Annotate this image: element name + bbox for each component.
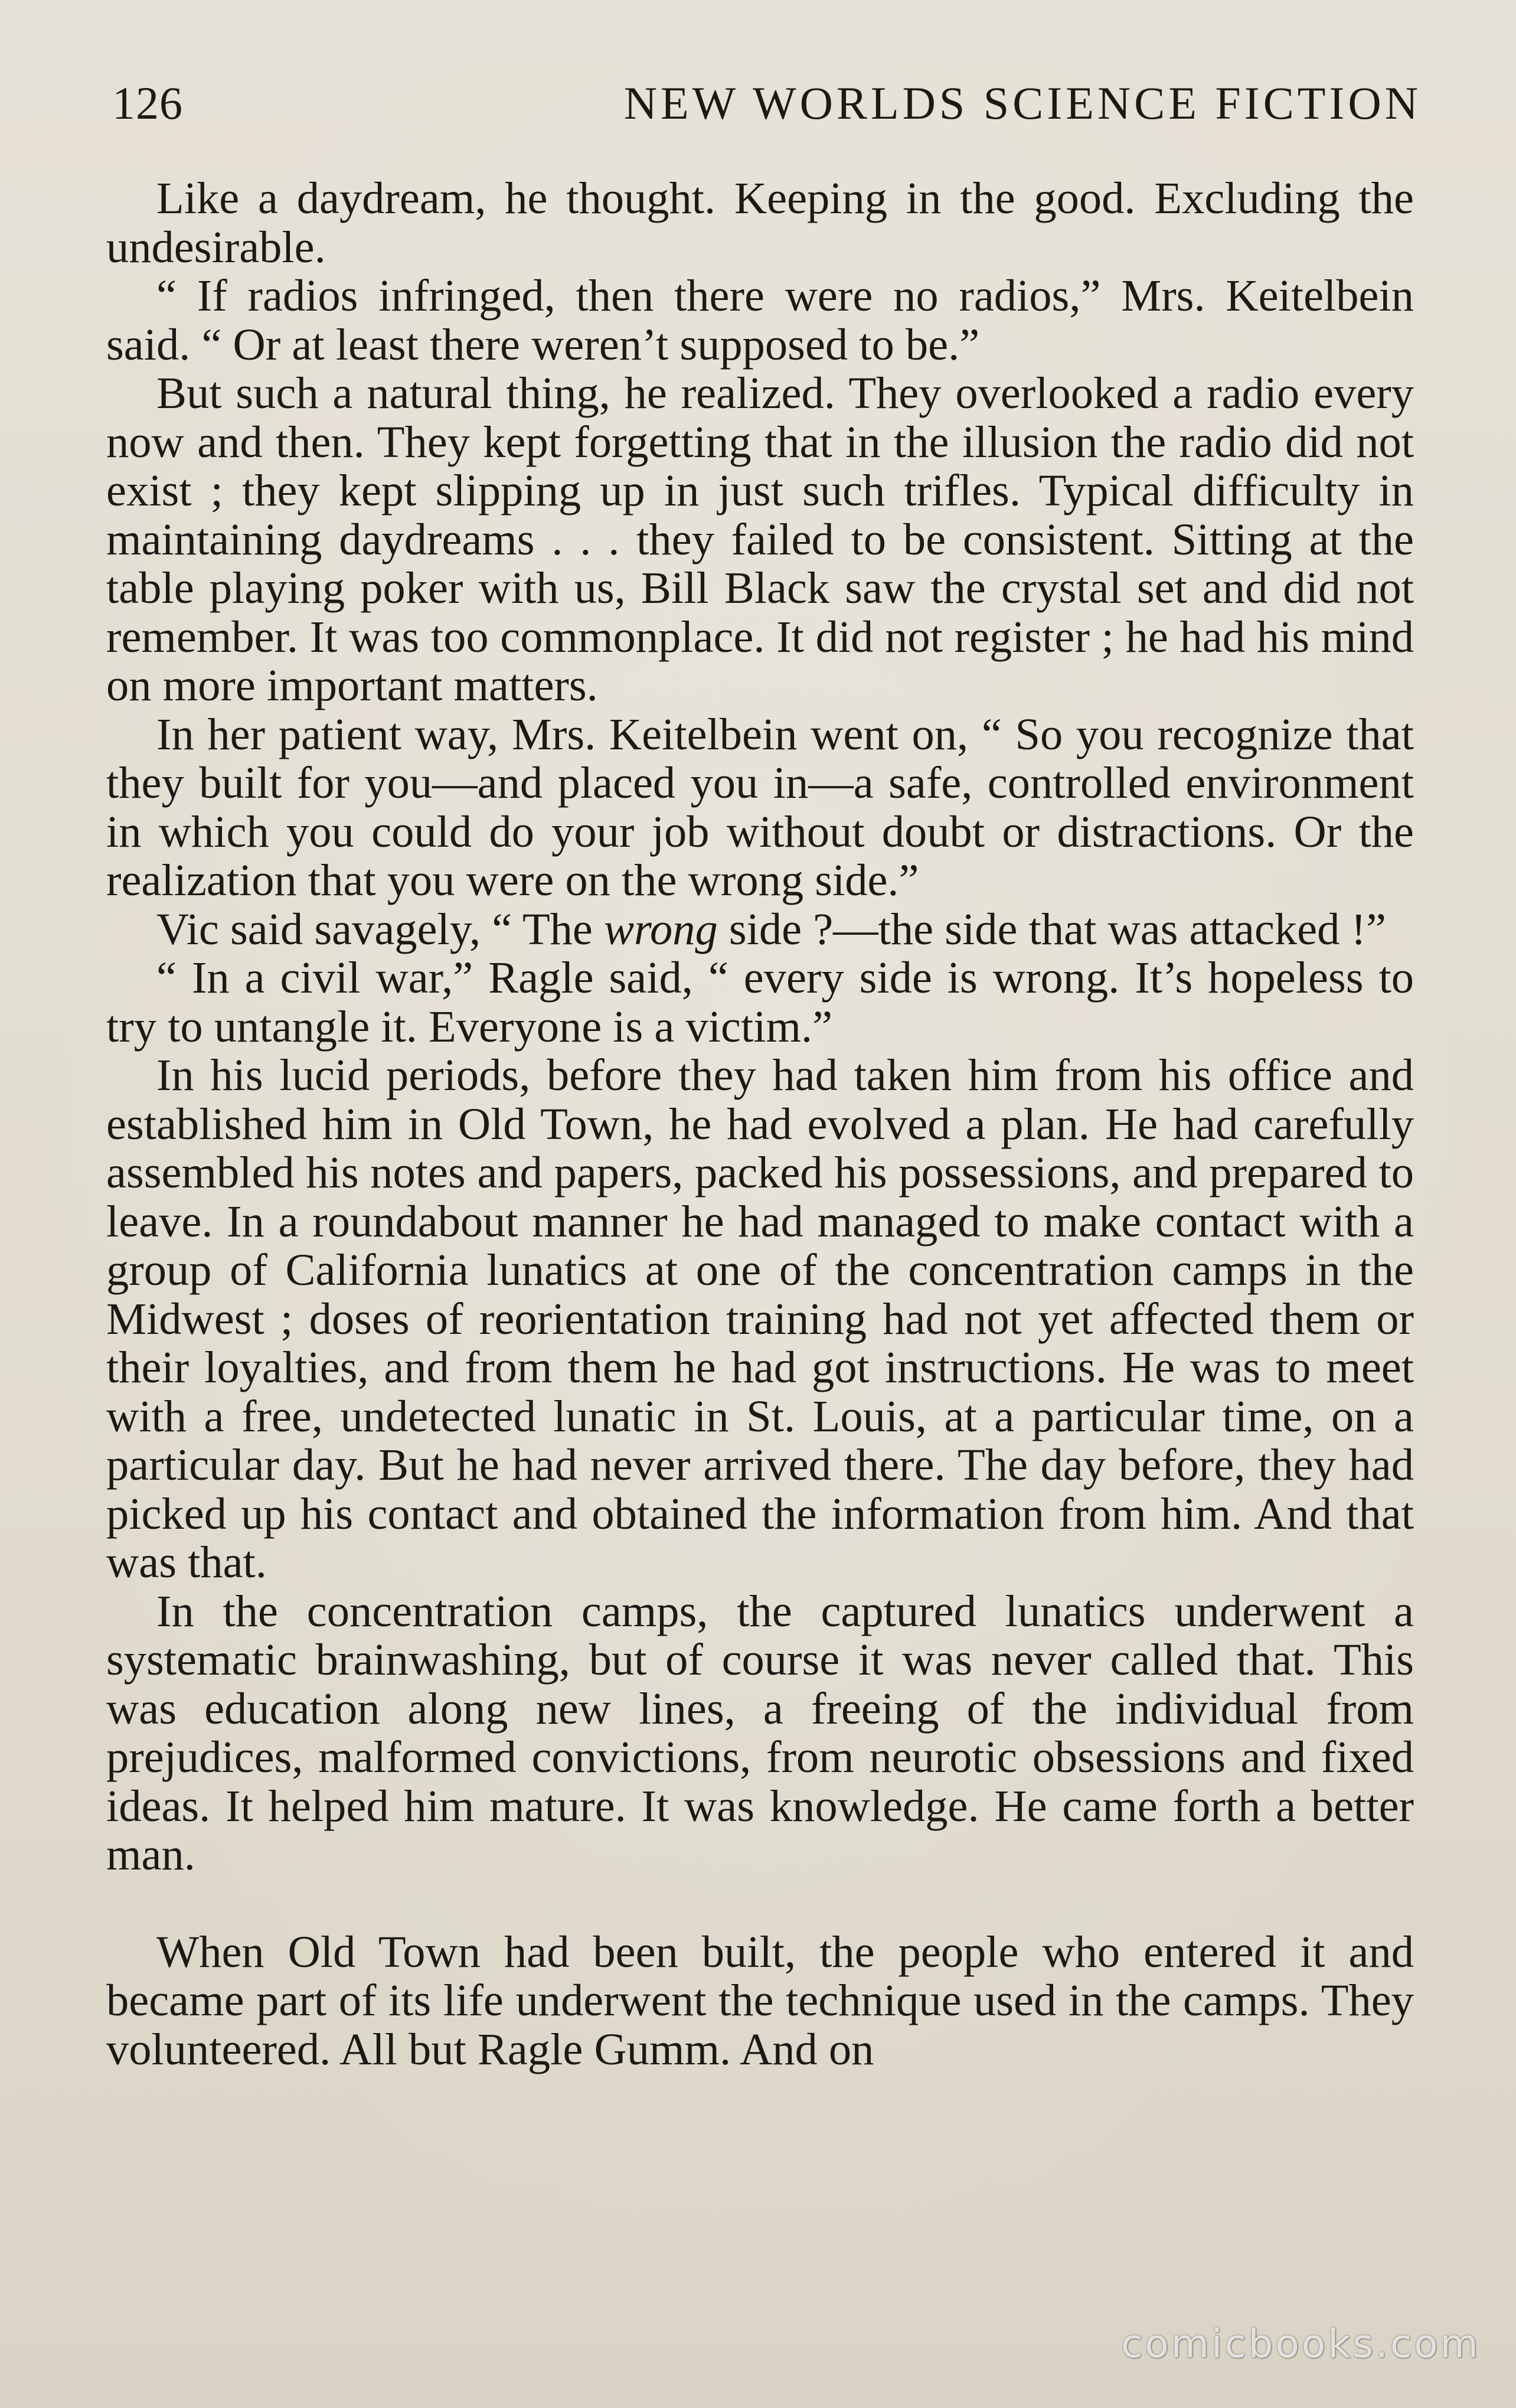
paragraph-vic-savagely [106,905,1414,954]
running-header [112,77,1422,142]
section-break [106,1880,1414,1928]
paragraph-natural-thing: But such a natural thing, he realized. They overlooked a radio every now and then. They kept forgetting that in the illusion the radio did not exist ; they kept slipping up in just such trifles. Typical difficulty in maintaining daydreams . . . they failed to be consistent. Sitting at the table playing poker with us, Bill Black saw the crystal set and did not remember. It was too commonplace. It did not register ; he had his mind on more important matters. [106,368,1414,710]
paragraph-old-town: When Old Town had been built, the people who entered it and became part of its life underwent the technique used in the camps. They volunteered. All but Ragle Gumm. And on [106,1926,1414,2074]
paragraph-patient-way: In her patient way, Mrs. Keitelbein went on, “ So you recognize that they built for you—and placed you in—a safe, controlled environment in which you could do your job without doubt or distractions. Or the realization that you were on the wrong side.” [106,709,1414,905]
journal-title: NEW WORLDS SCIENCE FICTION [623,77,1422,129]
paragraph-vic-before: Vic said savagely, “ The [156,903,605,954]
paragraph-vic-after: side ?—the side that was attacked !” [717,903,1386,954]
paragraph-concentration-camps: In the concentration camps, the captured lunatics underwent a systematic brainwashing, but of course it was never called that. This was education along new lines, a freeing of the individual from prejudices, malformed convictions, from neurotic obsessions and fixed ideas. It helped him mature. It was knowledge. He came forth a better man. [106,1585,1414,1880]
paragraph-daydream: Like a daydream, he thought. Keeping in the good. Excluding the undesirable. [106,173,1414,272]
emphasis-wrong: wrong [604,903,718,954]
watermark-logo: comicbooks.com [1121,2321,1481,2367]
page-number: 126 [112,77,183,129]
paragraph-civil-war: “ In a civil war,” Ragle said, “ every side is wrong. It’s hopeless to try to untangle it. Everyone is a victim.” [106,952,1414,1052]
body-text [106,174,1414,2074]
paragraph-radios-dialogue: “ If radios infringed, then there were no radios,” Mrs. Keitelbein said. “ Or at least there weren’t supposed to be.” [106,270,1414,370]
paragraph-lucid-periods: In his lucid periods, before they had taken him from his office and established him in Old Town, he had evolved a plan. He had carefully assembled his notes and papers, packed his possessions, and prepared to leave. In a roundabout manner he had managed to make contact with a group of California lunatics at one of the concentration camps in the Midwest ; doses of reorientation training had not yet affected them or their loyalties, and from them he had got instructions. He was to meet with a free, undetected lunatic in St. Louis, at a particular time, on a particular day. But he had never arrived there. The day before, they had picked up his contact and obtained the information from him. And that was that. [106,1050,1414,1587]
